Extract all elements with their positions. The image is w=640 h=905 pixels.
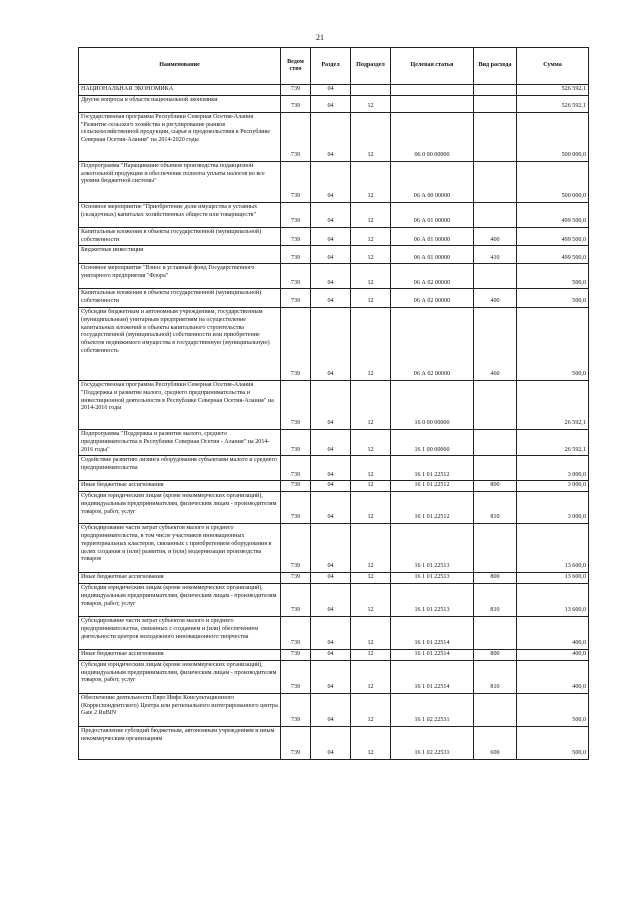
cell-amount: 500 000,0 [517,112,589,161]
cell-name: Основное мероприятие "Приобретение доли имущества в уставных (складочных) капиталах хозяйственных обществ или товариществ" [79,202,281,227]
table-row [79,456,589,481]
cell-amount: 26 592,1 [517,429,589,455]
cell-section: 04 [311,660,351,693]
cell-subsection [351,85,391,96]
cell-subsection: 12 [351,649,391,660]
cell-target-article: 16 1 01 22512 [391,481,474,492]
table-row [79,95,589,112]
cell-amount: 400,0 [517,660,589,693]
cell-name: Государственная программа Республики Северная Осетия-Алания "Развитие сельского хозяйства и регулирование рынков сельскохозяйственной продукции, сырья и продовольствия в Республике Северная Осетия-Алания" на 2014-2020 годы [79,112,281,161]
cell-amount: 500,0 [517,264,589,289]
cell-amount: 26 592,1 [517,380,589,429]
cell-target-article: 16 1 01 22512 [391,492,474,524]
cell-name: Другие вопросы в области национальной экономики [79,95,281,112]
cell-expense-type [474,456,517,481]
cell-expense-type: 600 [474,726,517,759]
cell-department: 739 [281,246,311,264]
cell-target-article: 16 1 01 22514 [391,649,474,660]
cell-amount: 499 500,0 [517,202,589,227]
table-row [79,492,589,524]
table-row [79,85,589,96]
header-department: Ведом ство [281,48,311,85]
cell-name: Капитальные вложения в объекты государственной (муниципальной) собственности [79,227,281,246]
cell-subsection: 12 [351,161,391,202]
cell-target-article: 06 А 02 00000 [391,289,474,308]
cell-subsection: 12 [351,380,391,429]
cell-amount: 500,0 [517,726,589,759]
cell-name: Государственная программа Республики Северная Осетия-Алания "Поддержка и развитие малого, среднего предпринимательства и инвестиционной деятельности в Республике Северная Осетия-Алания" на 2014-2016 годы [79,380,281,429]
cell-target-article: 16 1 01 22512 [391,456,474,481]
cell-amount: 499 500,0 [517,246,589,264]
table-row [79,481,589,492]
table-row [79,307,589,380]
cell-name: Субсидии бюджетным и автономным учреждениям, государственным (муниципальным) унитарным предприятиям на осуществление капитальных вложений в объекты капитального строительства государственной (муниципальной) собственности или приобретение объектов недвижимого имущества в государственную (муниципальную) собственность [79,307,281,380]
cell-section: 04 [311,307,351,380]
cell-department: 739 [281,481,311,492]
table-row [79,380,589,429]
cell-section: 04 [311,693,351,726]
cell-department: 739 [281,161,311,202]
cell-expense-type [474,202,517,227]
cell-section: 04 [311,264,351,289]
cell-section: 04 [311,161,351,202]
cell-amount: 500,0 [517,289,589,308]
cell-amount: 13 600,0 [517,583,589,616]
table-row [79,264,589,289]
cell-department: 739 [281,573,311,584]
header-subsection: Подраздел [351,48,391,85]
cell-section: 04 [311,573,351,584]
cell-department: 739 [281,524,311,573]
table-row [79,112,589,161]
cell-target-article: 16 1 01 22513 [391,583,474,616]
cell-subsection: 12 [351,307,391,380]
cell-target-article: 16 1 02 22531 [391,693,474,726]
cell-subsection: 12 [351,524,391,573]
cell-expense-type [474,161,517,202]
table-row [79,649,589,660]
cell-expense-type: 810 [474,660,517,693]
cell-subsection: 12 [351,573,391,584]
cell-section: 04 [311,456,351,481]
cell-subsection: 12 [351,660,391,693]
cell-name: Иные бюджетные ассигнования [79,573,281,584]
table-row [79,583,589,616]
cell-section: 04 [311,202,351,227]
cell-name: Бюджетные инвестиции [79,246,281,264]
cell-section: 04 [311,289,351,308]
header-expense-type: Вид расхода [474,48,517,85]
cell-amount: 526 592,1 [517,85,589,96]
cell-amount: 400,0 [517,649,589,660]
cell-department: 739 [281,660,311,693]
cell-amount: 500,0 [517,307,589,380]
cell-subsection: 12 [351,583,391,616]
cell-name: Иные бюджетные ассигнования [79,481,281,492]
cell-department: 739 [281,380,311,429]
table-header-row [79,48,589,85]
table-row [79,289,589,308]
cell-section: 04 [311,492,351,524]
cell-name: Субсидирование части затрат субъектов малого и среднего предпринимательства, в том числе участников инновационных территориальных кластеров, связанных с приобретением оборудования в целях создания и (или) развития, и (или) модернизации производства товаров [79,524,281,573]
cell-amount: 400,0 [517,616,589,649]
cell-expense-type: 800 [474,573,517,584]
cell-section: 04 [311,726,351,759]
cell-section: 04 [311,481,351,492]
cell-amount: 500,0 [517,693,589,726]
cell-department: 739 [281,616,311,649]
cell-expense-type: 800 [474,649,517,660]
table-row [79,660,589,693]
cell-target-article: 06 А 02 00000 [391,264,474,289]
cell-amount: 3 000,0 [517,481,589,492]
cell-name: Подпрограмма "Поддержка и развитие малого, среднего предпринимательства в Республике Северная Осетия - Алания" на 2014-2016 годы" [79,429,281,455]
cell-expense-type: 460 [474,307,517,380]
cell-amount: 500 000,0 [517,161,589,202]
cell-department: 739 [281,583,311,616]
cell-section: 04 [311,227,351,246]
cell-department: 739 [281,693,311,726]
cell-name: Субсидирование части затрат субъектов малого и среднего предпринимательства, связанных с созданием и (или) обеспечением деятельности центров молодежного инновационного творчества [79,616,281,649]
cell-expense-type: 810 [474,583,517,616]
cell-name: НАЦИОНАЛЬНАЯ ЭКОНОМИКА [79,85,281,96]
header-name: Наименование [79,48,281,85]
cell-section: 04 [311,95,351,112]
table-row [79,429,589,455]
page-number: 21 [316,33,324,42]
cell-expense-type [474,616,517,649]
cell-department: 739 [281,492,311,524]
cell-department: 739 [281,289,311,308]
cell-section: 04 [311,246,351,264]
cell-target-article: 16 1 01 22513 [391,573,474,584]
cell-subsection: 12 [351,227,391,246]
cell-subsection: 12 [351,112,391,161]
cell-name: Капитальные вложения в объекты государственной (муниципальной) собственности [79,289,281,308]
cell-name: Субсидии юридическим лицам (кроме некоммерческих организаций), индивидуальным предпринимателям, физическим лицам - производителям товаров, работ, услуг [79,583,281,616]
cell-department: 739 [281,202,311,227]
budget-table [78,47,589,760]
cell-target-article: 06 А 00 00000 [391,161,474,202]
cell-section: 04 [311,85,351,96]
cell-expense-type [474,95,517,112]
cell-target-article: 06 А 01 00000 [391,202,474,227]
cell-section: 04 [311,583,351,616]
cell-department: 739 [281,227,311,246]
table-row [79,246,589,264]
cell-department: 739 [281,456,311,481]
cell-department: 739 [281,112,311,161]
header-section: Раздел [311,48,351,85]
cell-name: Содействие развитию лизинга оборудования субъектами малого и среднего предпринимательства [79,456,281,481]
table-row [79,693,589,726]
cell-name: Подпрограмма "Наращивание объемов производства подакцизной алкогольной продукции и обеспечение полноты уплаты налогов во все уровни бюджетной системы" [79,161,281,202]
header-target-article: Целевая статья [391,48,474,85]
cell-expense-type [474,524,517,573]
table-row [79,726,589,759]
cell-expense-type: 810 [474,492,517,524]
cell-subsection: 12 [351,726,391,759]
cell-name: Субсидии юридическим лицам (кроме некоммерческих организаций), индивидуальным предпринимателям, физическим лицам - производителям товаров, работ, услуг [79,660,281,693]
cell-expense-type [474,380,517,429]
cell-department: 739 [281,307,311,380]
cell-expense-type: 410 [474,246,517,264]
cell-section: 04 [311,429,351,455]
cell-amount: 526 592,1 [517,95,589,112]
cell-name: Субсидии юридическим лицам (кроме некоммерческих организаций), индивидуальным предпринимателям, физическим лицам - производителям товаров, работ, услуг [79,492,281,524]
cell-target-article: 16 0 00 00000 [391,380,474,429]
cell-subsection: 12 [351,456,391,481]
cell-department: 739 [281,95,311,112]
cell-expense-type [474,85,517,96]
cell-expense-type [474,264,517,289]
cell-expense-type: 400 [474,289,517,308]
cell-subsection: 12 [351,95,391,112]
cell-target-article: 06 А 01 00000 [391,246,474,264]
cell-department: 739 [281,85,311,96]
table-row [79,202,589,227]
table-row [79,573,589,584]
cell-expense-type [474,112,517,161]
cell-target-article: 06 0 00 00000 [391,112,474,161]
table-row [79,227,589,246]
cell-name: Обеспечение деятельности Евро Инфо Консультационного (Корреспондентского) Центра или регионального интегрированного центра Gate 2 RuBIN [79,693,281,726]
cell-amount: 3 000,0 [517,492,589,524]
cell-expense-type: 800 [474,481,517,492]
cell-department: 739 [281,726,311,759]
cell-target-article: 16 1 01 22514 [391,616,474,649]
cell-name: Иные бюджетные ассигнования [79,649,281,660]
header-amount: Сумма [517,48,589,85]
cell-department: 739 [281,649,311,660]
cell-target-article: 06 А 01 00000 [391,227,474,246]
cell-subsection: 12 [351,492,391,524]
cell-target-article: 16 1 02 22531 [391,726,474,759]
cell-section: 04 [311,649,351,660]
cell-expense-type: 400 [474,227,517,246]
cell-amount: 3 000,0 [517,456,589,481]
cell-name: Предоставление субсидий бюджетным, автономным учреждениям и иным некоммерческим организациям [79,726,281,759]
cell-subsection: 12 [351,202,391,227]
cell-section: 04 [311,524,351,573]
cell-section: 04 [311,380,351,429]
cell-subsection: 12 [351,616,391,649]
cell-section: 04 [311,112,351,161]
cell-name: Основное мероприятие "Взнос в уставный фонд Государственного унитарного предприятия "Флора" [79,264,281,289]
cell-amount: 13 600,0 [517,524,589,573]
cell-expense-type [474,693,517,726]
table-row [79,616,589,649]
table-row [79,524,589,573]
cell-subsection: 12 [351,289,391,308]
cell-target-article: 16 1 01 22514 [391,660,474,693]
cell-target-article [391,95,474,112]
cell-section: 04 [311,616,351,649]
cell-expense-type [474,429,517,455]
cell-subsection: 12 [351,429,391,455]
cell-target-article: 16 1 00 00000 [391,429,474,455]
cell-subsection: 12 [351,693,391,726]
cell-department: 739 [281,429,311,455]
cell-target-article: 06 А 02 00000 [391,307,474,380]
cell-subsection: 12 [351,481,391,492]
cell-amount: 13 600,0 [517,573,589,584]
cell-target-article [391,85,474,96]
cell-target-article: 16 1 01 22513 [391,524,474,573]
cell-amount: 499 500,0 [517,227,589,246]
cell-subsection: 12 [351,264,391,289]
cell-subsection: 12 [351,246,391,264]
table-row [79,161,589,202]
cell-department: 739 [281,264,311,289]
